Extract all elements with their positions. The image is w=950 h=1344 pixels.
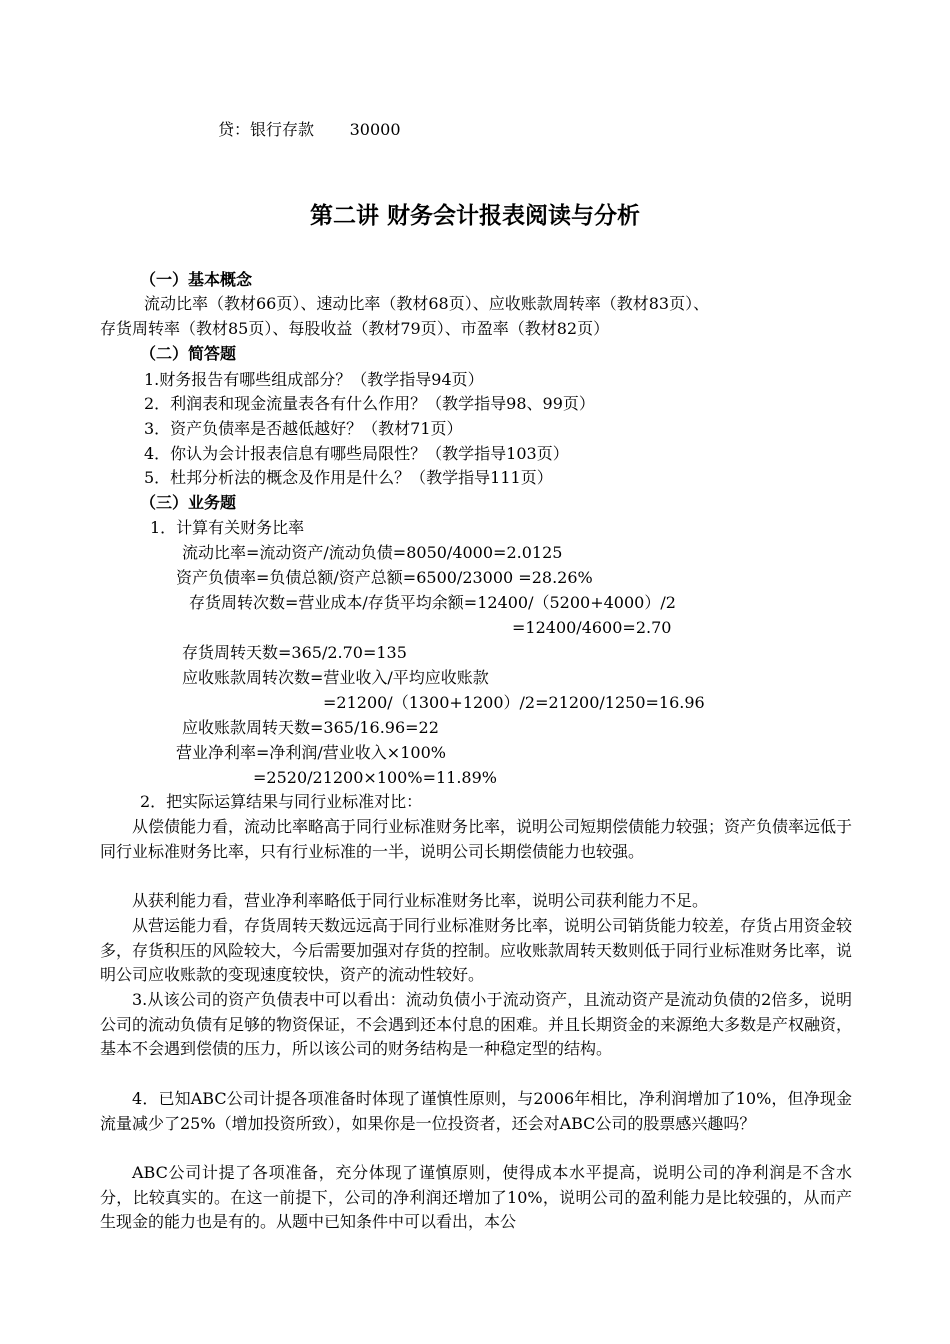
page-title: 第二讲 财务会计报表阅读与分析 — [309, 203, 640, 229]
concepts-line-2: 存货周转率（教材85页）、每股收益（教材79页）、市盈率（教材82页） — [100, 319, 610, 338]
formula-line: 流动比率=流动资产/流动负债=8050/4000=2.0125 — [182, 543, 563, 562]
question-item: 4．你认为会计报表信息有哪些局限性？（教学指导103页） — [144, 444, 569, 463]
formula-line: 应收账款周转天数=365/16.96=22 — [182, 718, 439, 737]
exercise-q2: 2．把实际运算结果与同行业标准对比： — [140, 792, 423, 811]
question-item: 1.财务报告有哪些组成部分？（教学指导94页） — [144, 370, 484, 389]
analysis-paragraph: 从获利能力看，营业净利率略低于同行业标准财务比率，说明公司获利能力不足。 — [132, 891, 709, 910]
question-item: 2．利润表和现金流量表各有什么作用？（教学指导98、99页） — [144, 394, 595, 413]
exercise-q1: 1．计算有关财务比率 — [150, 518, 305, 537]
concepts-line-1: 流动比率（教材66页）、速动比率（教材68页）、应收账款周转率（教材83页）、 — [144, 294, 710, 313]
formula-line: 营业净利率=净利润/营业收入×100% — [176, 743, 446, 762]
analysis-paragraph: 3.从该公司的资产负债表中可以看出：流动负债小于流动资产，且流动资产是流动负债的2倍多，说明公司的流动负债有足够的物资保证，不会遇到还本付息的困难。并且长期资金的来源绝大多数是产权融资，基本不会遇到偿债的压力，所以该公司的财务结构是一种稳定型的结构。 — [100, 990, 853, 1059]
formula-line: =21200/（1300+1200）/2=21200/1250=16.96 — [323, 693, 705, 712]
question-item: 3．资产负债率是否越低越好？（教材71页） — [144, 419, 463, 438]
carry-over-line: 贷：银行存款 30000 — [218, 120, 401, 139]
formula-line: 存货周转次数=营业成本/存货平均余额=12400/（5200+4000）/2 — [189, 593, 676, 612]
formula-line: 存货周转天数=365/2.70=135 — [182, 643, 407, 662]
section-heading-short-answer: （二）简答题 — [140, 344, 237, 363]
analysis-paragraph: 从营运能力看，存货周转天数远远高于同行业标准财务比率，说明公司销货能力较差，存货占用资金较多，存货积压的风险较大，今后需要加强对存货的控制。应收账款周转天数则低于同行业标准财务比率，说明公司应收账款的变现速度较快，资产的流动性较好。 — [100, 916, 853, 985]
analysis-paragraph: 4．已知ABC公司计提各项准备时体现了谨慎性原则，与2006年相比，净利润增加了10%，但净现金流量减少了25%（增加投资所致），如果你是一位投资者，还会对ABC公司的股票感兴趣吗？ — [100, 1089, 852, 1133]
formula-line: 资产负债率=负债总额/资产总额=6500/23000 =28.26% — [176, 568, 593, 587]
section-heading-exercises: （三）业务题 — [140, 493, 237, 512]
section-heading-concepts: （一）基本概念 — [140, 270, 253, 289]
formula-line: 应收账款周转次数=营业收入/平均应收账款 — [182, 668, 489, 687]
analysis-paragraph: ABC公司计提了各项准备，充分体现了谨慎原则，使得成本水平提高，说明公司的净利润是不含水分，比较真实的。在这一前提下，公司的净利润还增加了10%，说明公司的盈利能力是比较强的，从而产生现金的能力也是有的。从题中已知条件中可以看出，本公 — [100, 1163, 852, 1232]
formula-line: =12400/4600=2.70 — [512, 618, 672, 637]
formula-line: =2520/21200×100%=11.89% — [253, 768, 497, 787]
question-item: 5．杜邦分析法的概念及作用是什么？（教学指导111页） — [144, 468, 553, 487]
analysis-paragraph: 从偿债能力看，流动比率略高于同行业标准财务比率，说明公司短期偿债能力较强；资产负债率远低于同行业标准财务比率，只有行业标准的一半，说明公司长期偿债能力也较强。 — [100, 817, 853, 861]
